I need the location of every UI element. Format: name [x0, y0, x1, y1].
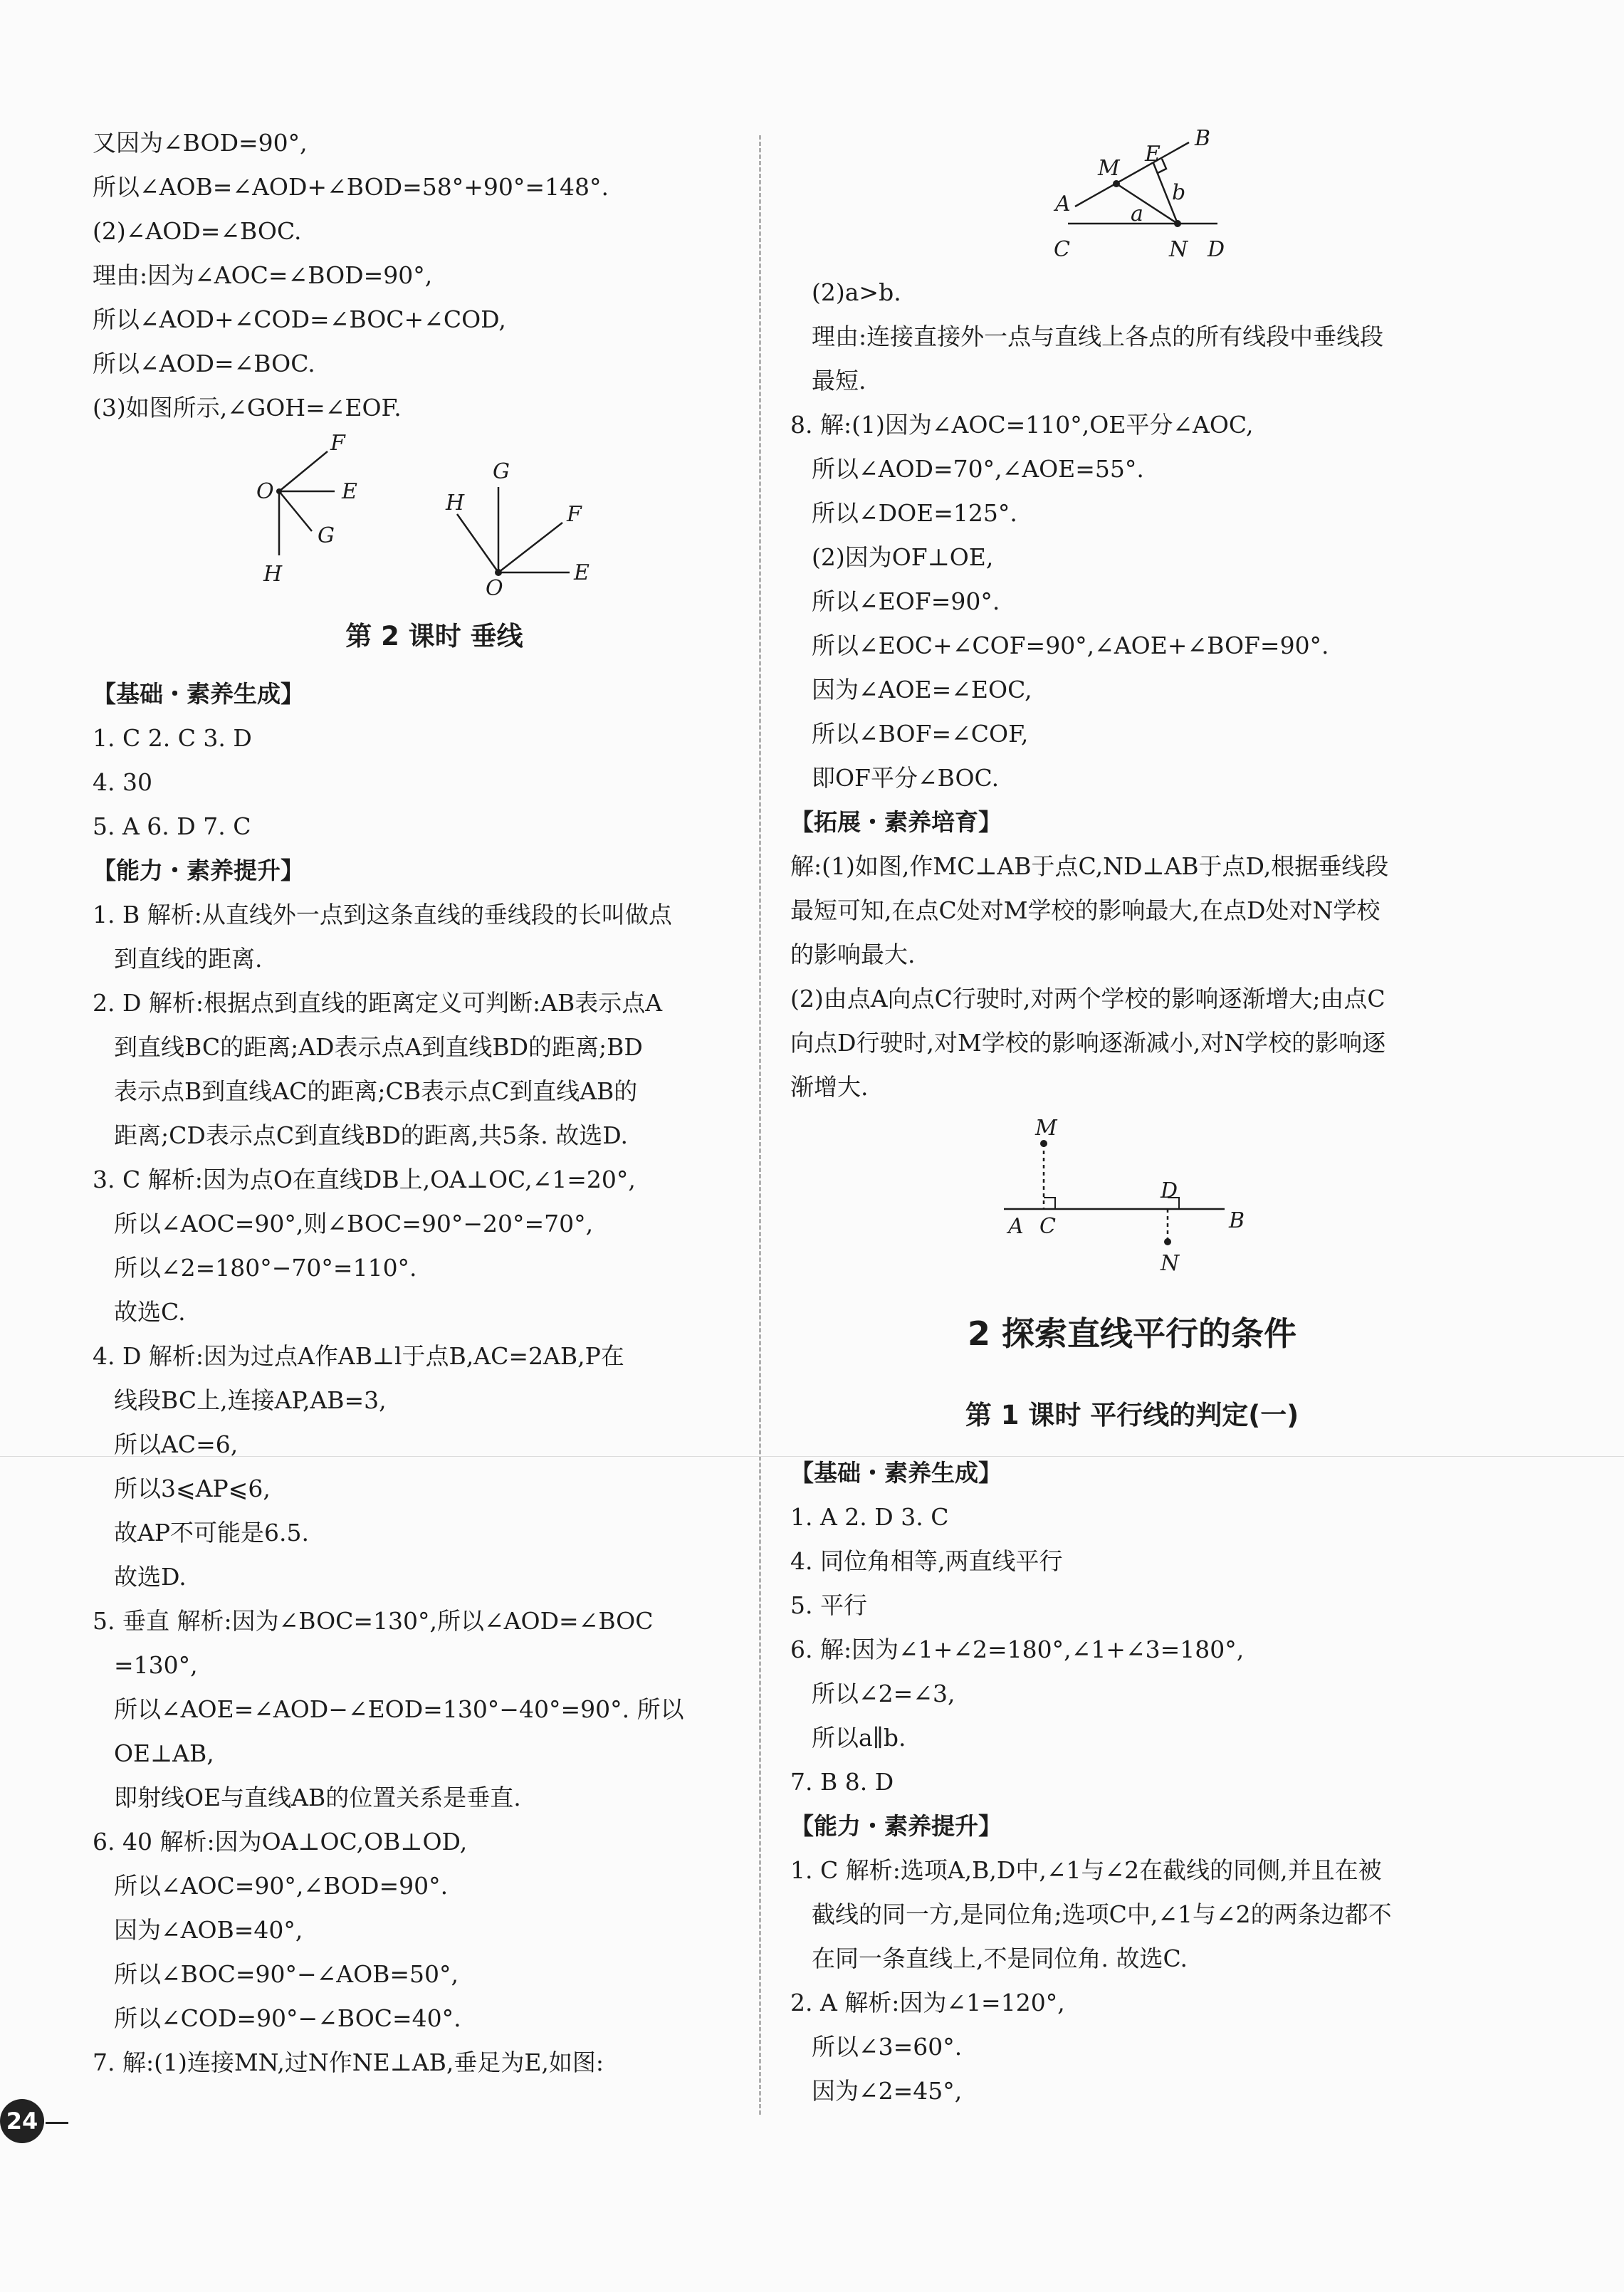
- answer-line: 故选C.: [114, 1298, 186, 1326]
- label-M: M: [1035, 1116, 1057, 1141]
- answer-line: 5. A 6. D 7. C: [93, 812, 251, 840]
- label-E: E: [1145, 142, 1161, 167]
- answer-line: 在同一条直线上,不是同位角. 故选C.: [812, 1945, 1188, 1972]
- answer-line: 所以3⩽AP⩽6,: [114, 1475, 271, 1502]
- answer-line: 所以∠AOC=90°,则∠BOC=90°−20°=70°,: [114, 1210, 594, 1237]
- lesson-title: 第 1 课时 平行线的判定(一): [965, 1400, 1299, 1430]
- text-line: 理由:连接直接外一点与直线上各点的所有线段中垂线段: [812, 323, 1384, 350]
- right-column: [790, 121, 1474, 2113]
- label-E: E: [574, 560, 590, 585]
- answer-line: 所以a∥b.: [812, 1724, 906, 1752]
- text-line: 渐增大.: [790, 1073, 869, 1101]
- text-line: 又因为∠BOD=90°,: [93, 129, 308, 157]
- text-line: 最短可知,在点C处对M学校的影响最大,在点D处对N学校: [790, 896, 1381, 924]
- label-F: F: [330, 431, 345, 456]
- answer-line: 4. 同位角相等,两直线平行: [790, 1547, 1063, 1575]
- text-line: 所以∠AOB=∠AOD+∠BOD=58°+90°=148°.: [93, 173, 609, 201]
- answer-line: 到直线的距离.: [114, 945, 263, 973]
- label-B: B: [1229, 1208, 1245, 1233]
- label-C: C: [1039, 1214, 1056, 1239]
- answer-line: 1. C 2. C 3. D: [93, 724, 252, 752]
- answer-line: 所以∠3=60°.: [812, 2033, 963, 2061]
- answer-line: 故AP不可能是6.5.: [114, 1519, 310, 1547]
- lesson-title: 第 2 课时 垂线: [345, 621, 523, 652]
- text-line: 的影响最大.: [790, 941, 916, 968]
- text-line: 8. 解:(1)因为∠AOC=110°,OE平分∠AOC,: [790, 411, 1254, 439]
- answer-line: 7. B 8. D: [790, 1768, 894, 1796]
- text-line: 最短.: [812, 367, 866, 394]
- answer-line: 所以∠COD=90°−∠BOC=40°.: [114, 2004, 461, 2032]
- answer-line: 2. D 解析:根据点到直线的距离定义可判断:AB表示点A: [93, 989, 663, 1017]
- label-C: C: [1054, 237, 1070, 262]
- answer-line: 6. 解:因为∠1+∠2=180°,∠1+∠3=180°,: [790, 1636, 1245, 1663]
- answer-line: 所以∠BOC=90°−∠AOB=50°,: [114, 1960, 459, 1988]
- section-heading: 【能力・素养提升】: [93, 857, 304, 884]
- label-a: a: [1131, 202, 1143, 226]
- label-M: M: [1098, 156, 1120, 181]
- road-schools-diagram: [790, 1109, 1474, 1280]
- answer-line: 线段BC上,连接AP,AB=3,: [114, 1386, 387, 1414]
- label-O: O: [256, 479, 274, 504]
- answer-line: 所以∠2=180°−70°=110°.: [114, 1254, 417, 1282]
- text-line: 因为∠AOE=∠EOC,: [812, 676, 1032, 703]
- answer-line: OE⊥AB,: [114, 1739, 214, 1767]
- answer-line: 因为∠2=45°,: [812, 2077, 963, 2105]
- label-D: D: [1207, 237, 1225, 262]
- answer-line: 即射线OE与直线AB的位置关系是垂直.: [114, 1784, 521, 1811]
- label-H: H: [263, 562, 283, 587]
- label-O: O: [486, 576, 503, 601]
- label-D: D: [1161, 1178, 1178, 1203]
- label-B: B: [1195, 126, 1211, 151]
- label-E: E: [342, 479, 357, 504]
- text-line: 所以∠BOF=∠COF,: [812, 720, 1029, 748]
- answer-line: 到直线BC的距离;AD表示点A到直线BD的距离;BD: [114, 1033, 643, 1061]
- answer-line: 所以∠2=∠3,: [812, 1680, 955, 1707]
- answer-line: 1. B 解析:从直线外一点到这条直线的垂线段的长叫做点: [93, 901, 672, 928]
- section-heading: 【能力・素养提升】: [790, 1812, 1002, 1840]
- label-A: A: [1008, 1214, 1024, 1239]
- section-heading: 【基础・素养生成】: [93, 680, 304, 708]
- answer-line: 截线的同一方,是同位角;选项C中,∠1与∠2的两条边都不: [812, 1900, 1392, 1928]
- text-line: 向点D行驶时,对M学校的影响逐渐减小,对N学校的影响逐: [790, 1029, 1386, 1057]
- rays-diagram: [93, 430, 776, 601]
- text-line: (2)因为OF⊥OE,: [812, 543, 994, 571]
- label-G: G: [493, 459, 510, 484]
- answer-line: 因为∠AOB=40°,: [114, 1916, 303, 1944]
- label-H: H: [446, 491, 465, 516]
- answer-line: 所以∠AOE=∠AOD−∠EOD=130°−40°=90°. 所以: [114, 1695, 684, 1723]
- text-line: 所以∠EOF=90°.: [812, 587, 1000, 615]
- answer-line: 7. 解:(1)连接MN,过N作NE⊥AB,垂足为E,如图:: [93, 2048, 604, 2076]
- label-b: b: [1172, 180, 1186, 205]
- label-N: N: [1169, 237, 1188, 262]
- label-N: N: [1161, 1251, 1180, 1276]
- page-number: 24: [0, 2099, 44, 2143]
- text-line: 所以∠AOD=∠BOC.: [93, 350, 315, 377]
- text-line: (2)由点A向点C行驶时,对两个学校的影响逐渐增大;由点C: [790, 985, 1385, 1012]
- answer-line: 5. 垂直 解析:因为∠BOC=130°,所以∠AOD=∠BOC: [93, 1607, 654, 1635]
- answer-line: 5. 平行: [790, 1591, 867, 1619]
- text-line: 所以∠EOC+∠COF=90°,∠AOE+∠BOF=90°.: [812, 632, 1329, 659]
- answer-line: 2. A 解析:因为∠1=120°,: [790, 1989, 1065, 2016]
- answer-line: 1. A 2. D 3. C: [790, 1503, 949, 1531]
- text-line: (2)a>b.: [812, 278, 901, 306]
- answer-line: 表示点B到直线AC的距离;CB表示点C到直线AB的: [114, 1077, 638, 1105]
- text-line: 解:(1)如图,作MC⊥AB于点C,ND⊥AB于点D,根据垂线段: [790, 852, 1389, 880]
- figure-mn: [790, 121, 1474, 271]
- left-column: [93, 121, 776, 2085]
- label-A: A: [1055, 192, 1071, 216]
- text-line: (2)∠AOD=∠BOC.: [93, 217, 302, 245]
- section-heading: 【拓展・素养培育】: [790, 808, 1002, 836]
- text-line: (3)如图所示,∠GOH=∠EOF.: [93, 394, 402, 422]
- label-G: G: [318, 523, 335, 548]
- figure-road: [790, 1109, 1474, 1280]
- answer-line: 故选D.: [114, 1563, 187, 1591]
- figure-rays: [93, 430, 776, 601]
- text-line: 所以∠AOD=70°,∠AOE=55°.: [812, 455, 1144, 483]
- label-F: F: [567, 502, 582, 527]
- answer-line: =130°,: [114, 1651, 198, 1679]
- answer-line: 3. C 解析:因为点O在直线DB上,OA⊥OC,∠1=20°,: [93, 1166, 636, 1193]
- answer-line: 4. 30: [93, 768, 152, 796]
- section-heading: 【基础・素养生成】: [790, 1459, 1002, 1487]
- answer-line: 4. D 解析:因为过点A作AB⊥l于点B,AC=2AB,P在: [93, 1342, 624, 1370]
- text-line: 理由:因为∠AOC=∠BOD=90°,: [93, 261, 433, 289]
- page-number-rule: [46, 2122, 68, 2124]
- answer-line: 距离;CD表示点C到直线BD的距离,共5条. 故选D.: [114, 1121, 629, 1149]
- answer-line: 所以∠AOC=90°,∠BOD=90°.: [114, 1872, 449, 1900]
- text-line: 所以∠DOE=125°.: [812, 499, 1017, 527]
- mn-perpendicular-diagram: [790, 121, 1474, 271]
- section-title: 2 探索直线平行的条件: [967, 1314, 1297, 1353]
- answer-line: 6. 40 解析:因为OA⊥OC,OB⊥OD,: [93, 1828, 468, 1856]
- text-line: 即OF平分∠BOC.: [812, 764, 1000, 792]
- answer-line: 所以AC=6,: [114, 1430, 239, 1458]
- text-line: 所以∠AOD+∠COD=∠BOC+∠COD,: [93, 305, 506, 333]
- answer-line: 1. C 解析:选项A,B,D中,∠1与∠2在截线的同侧,并且在被: [790, 1856, 1382, 1884]
